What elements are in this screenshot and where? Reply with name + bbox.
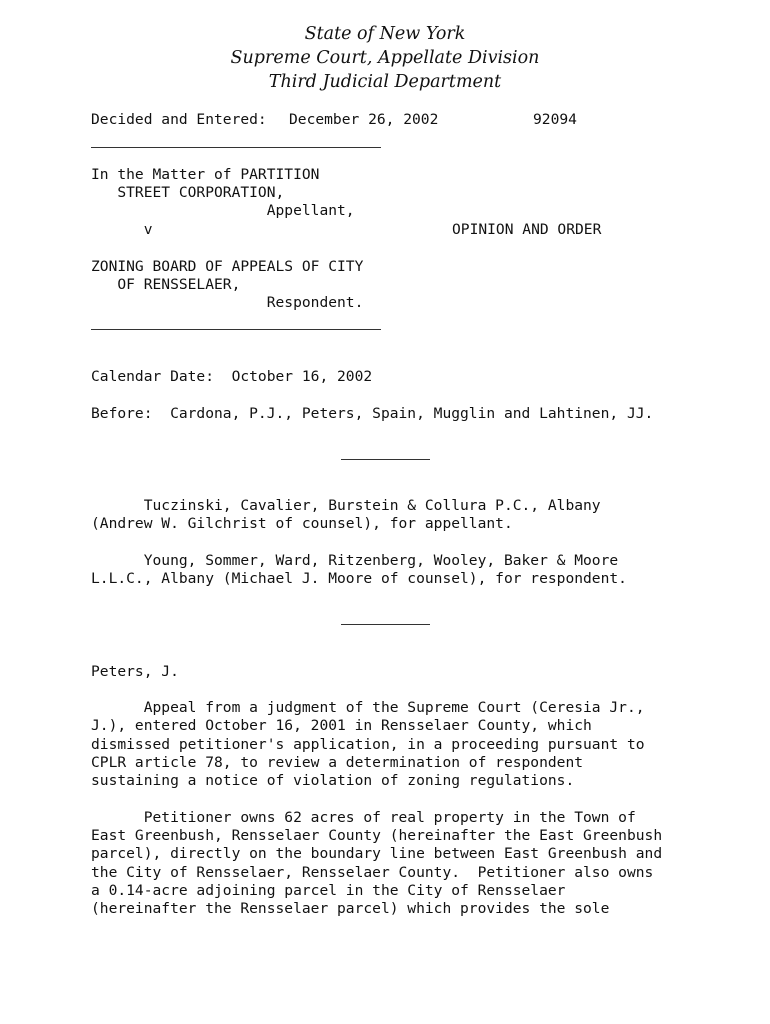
caption-line-7: Respondent. xyxy=(91,294,364,311)
caption-versus: v xyxy=(91,221,153,238)
header-state: State of New York xyxy=(304,24,466,44)
counsel-appellant-line-2: (Andrew W. Gilchrist of counsel), for appellant. xyxy=(91,515,513,532)
before-panel: Before: Cardona, P.J., Peters, Spain, Mugglin and Lahtinen, JJ. xyxy=(91,405,654,422)
caption-line-5: ZONING BOARD OF APPEALS OF CITY xyxy=(91,258,364,275)
paragraph-2-line: a 0.14-acre adjoining parcel in the City of Rensselaer xyxy=(91,882,566,899)
paragraph-2-line: the City of Rensselaer, Rensselaer County. Petitioner also owns xyxy=(91,864,654,881)
caption-line-2: STREET CORPORATION, xyxy=(91,184,285,201)
caption-line-1: In the Matter of PARTITION xyxy=(91,166,320,183)
calendar-date: Calendar Date: October 16, 2002 xyxy=(91,368,373,385)
caption-line-3: Appellant, xyxy=(91,202,355,219)
decided-date: December 26, 2002 xyxy=(289,111,439,128)
paragraph-1-line: dismissed petitioner's application, in a proceeding pursuant to xyxy=(91,736,645,753)
paragraph-2-line: East Greenbush, Rensselaer County (hereinafter the East Greenbush xyxy=(91,827,663,844)
paragraph-2-line: (hereinafter the Rensselaer parcel) which provides the sole xyxy=(91,900,610,917)
counsel-respondent-line-1: Young, Sommer, Ward, Ritzenberg, Wooley, Baker & Moore xyxy=(91,552,619,569)
header-court: Supreme Court, Appellate Division xyxy=(230,48,540,68)
counsel-appellant-line-1: Tuczinski, Cavalier, Burstein & Collura P.C., Albany xyxy=(91,497,601,514)
paragraph-2-line: Petitioner owns 62 acres of real property in the Town of xyxy=(91,809,636,826)
docket-number: 92094 xyxy=(533,111,577,128)
paragraph-1-line: J.), entered October 16, 2001 in Rensselaer County, which xyxy=(91,717,592,734)
paragraph-1-line: CPLR article 78, to review a determination of respondent xyxy=(91,754,584,771)
paragraph-1-line: Appeal from a judgment of the Supreme Court (Ceresia Jr., xyxy=(91,699,645,716)
paragraph-1-line: sustaining a notice of violation of zoning regulations. xyxy=(91,772,575,789)
header-department: Third Judicial Department xyxy=(268,72,502,92)
decided-label: Decided and Entered: xyxy=(91,111,267,128)
paragraph-2-line: parcel), directly on the boundary line between East Greenbush and xyxy=(91,845,663,862)
opinion-and-order-label: OPINION AND ORDER xyxy=(452,221,602,238)
caption-bottom-rule xyxy=(91,329,381,330)
caption-line-6: OF RENSSELAER, xyxy=(91,276,241,293)
section-divider xyxy=(341,624,430,625)
opinion-author: Peters, J. xyxy=(91,663,179,680)
section-divider xyxy=(341,459,430,460)
counsel-respondent-line-2: L.L.C., Albany (Michael J. Moore of counsel), for respondent. xyxy=(91,570,627,587)
caption-top-rule xyxy=(91,147,381,148)
